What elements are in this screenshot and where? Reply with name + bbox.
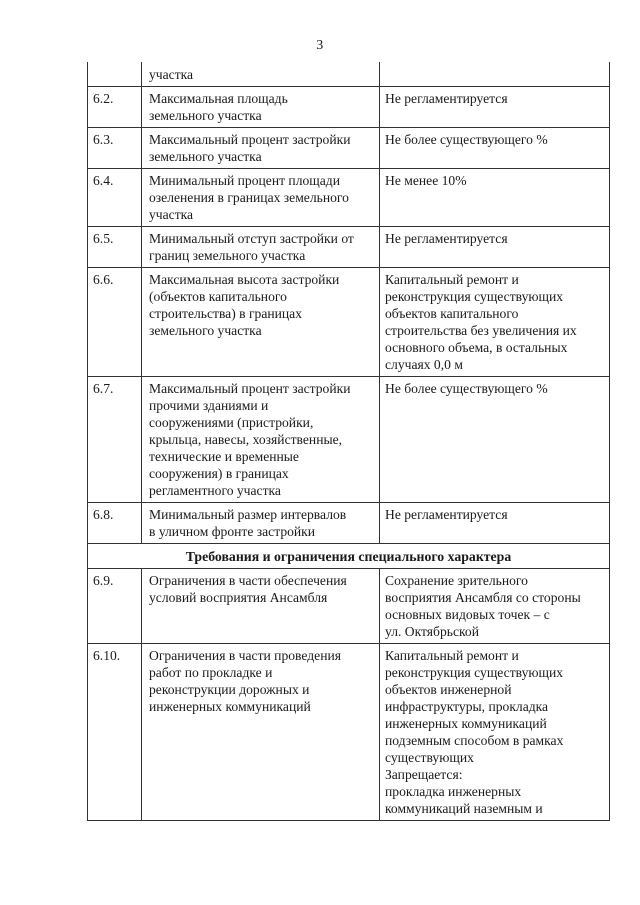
row-number: [88, 62, 142, 87]
table-row: [88, 268, 610, 377]
row-number: 6.2.: [88, 87, 142, 128]
row-number: 6.7.: [88, 377, 142, 503]
value-cell: Не более существующего %: [380, 377, 610, 503]
row-number: 6.10.: [88, 644, 142, 821]
parameter-cell: участка: [142, 62, 380, 87]
parameter-cell: Минимальный процент площади озеленения в границах земельного участка: [142, 169, 380, 227]
table-row: [88, 227, 610, 268]
value-cell: Сохранение зрительного восприятия Ансамбля со стороны основных видовых точек – с ул. Октябрьской: [380, 569, 610, 644]
value-cell: Капитальный ремонт и реконструкция существующих объектов капитального строительства без увеличения их основного объема, в остальных случаях 0,0 м: [380, 268, 610, 377]
table-row: [88, 169, 610, 227]
table-row: [88, 569, 610, 644]
parameter-cell: Максимальный процент застройки прочими зданиями и сооружениями (пристройки, крыльца, навесы, хозяйственные, технические и временные сооружения) в границах регламентного участка: [142, 377, 380, 503]
table-row: [88, 644, 610, 821]
parameter-cell: Максимальный процент застройки земельного участка: [142, 128, 380, 169]
section-header-row: [88, 544, 610, 569]
table-row: [88, 87, 610, 128]
regulations-table: [87, 62, 610, 821]
table-row: [88, 377, 610, 503]
table-row: [88, 128, 610, 169]
value-cell: Не менее 10%: [380, 169, 610, 227]
value-cell: Капитальный ремонт и реконструкция существующих объектов инженерной инфраструктуры, прокладка инженерных коммуникаций подземным способом в рамках существующих Запрещается: прокладка инженерных коммуникаций наземным и: [380, 644, 610, 821]
row-number: 6.6.: [88, 268, 142, 377]
section-header: Требования и ограничения специального характера: [88, 544, 610, 569]
parameter-cell: Максимальная площадь земельного участка: [142, 87, 380, 128]
row-number: 6.5.: [88, 227, 142, 268]
row-number: 6.9.: [88, 569, 142, 644]
parameter-cell: Минимальный размер интервалов в уличном фронте застройки: [142, 503, 380, 544]
row-number: 6.8.: [88, 503, 142, 544]
value-cell: Не регламентируется: [380, 503, 610, 544]
value-cell: Не регламентируется: [380, 227, 610, 268]
table-row: [88, 503, 610, 544]
row-number: 6.3.: [88, 128, 142, 169]
value-cell: Не регламентируется: [380, 87, 610, 128]
table-row-continued: [88, 62, 610, 87]
parameter-cell: Минимальный отступ застройки от границ земельного участка: [142, 227, 380, 268]
parameter-cell: Ограничения в части проведения работ по прокладке и реконструкции дорожных и инженерных коммуникаций: [142, 644, 380, 821]
row-number: 6.4.: [88, 169, 142, 227]
parameter-cell: Максимальная высота застройки (объектов капитального строительства) в границах земельного участка: [142, 268, 380, 377]
value-cell: [380, 62, 610, 87]
value-cell: Не более существующего %: [380, 128, 610, 169]
page-number: 3: [316, 38, 324, 53]
parameter-cell: Ограничения в части обеспечения условий восприятия Ансамбля: [142, 569, 380, 644]
